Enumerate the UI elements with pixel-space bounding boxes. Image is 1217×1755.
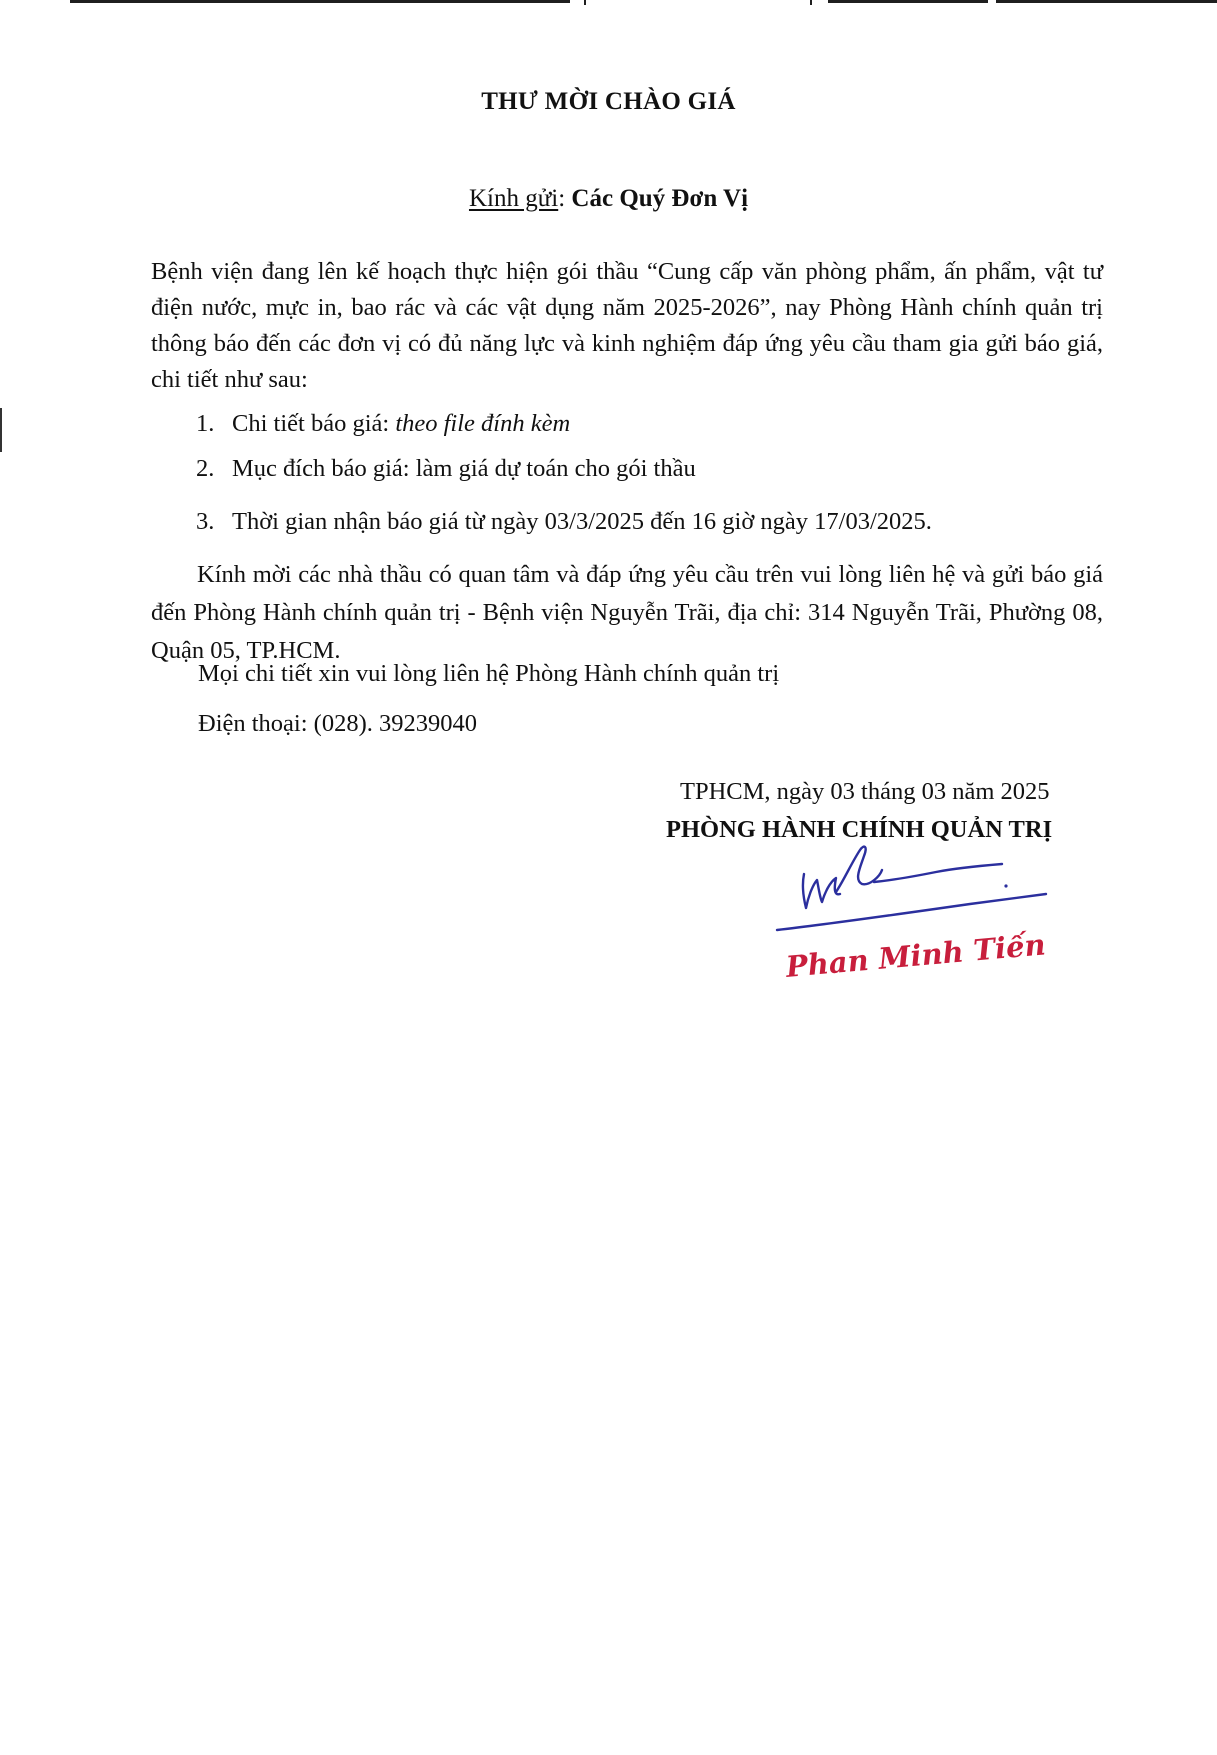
signature-date: TPHCM, ngày 03 tháng 03 năm 2025: [680, 778, 1050, 805]
scan-edge-mark: [0, 408, 2, 452]
document-title: THƯ MỜI CHÀO GIÁ: [481, 88, 736, 115]
list-item-text: Mục đích báo giá: làm giá dự toán cho gói thầu: [232, 455, 696, 482]
greeting-line: [0, 185, 1217, 213]
list-item-number: 3.: [196, 508, 215, 535]
scan-edge-tick: [584, 0, 586, 5]
list-item-text: Chi tiết báo giá:: [232, 410, 396, 437]
list-item-text: Thời gian nhận báo giá từ ngày 03/3/2025 đến 16 giờ ngày 17/03/2025.: [232, 508, 932, 535]
signature-office: PHÒNG HÀNH CHÍNH QUẢN TRỊ: [666, 816, 1053, 843]
list-item: [196, 508, 932, 536]
list-item-number: 2.: [196, 455, 215, 482]
list-item: [196, 455, 696, 483]
scan-edge-bar: [828, 0, 988, 3]
list-item-emphasis: theo file đính kèm: [395, 410, 571, 437]
greeting-separator: :: [558, 185, 566, 212]
phone-line: Điện thoại: (028). 39239040: [198, 710, 477, 737]
scan-edge-bar: [70, 0, 570, 3]
intro-paragraph: Bệnh viện đang lên kế hoạch thực hiện gói thầu “Cung cấp văn phòng phẩm, ấn phẩm, vật tư điện nước, mực in, bao rác và các vật dụng năm 2025-2026”, nay Phòng Hành chính quản trị thông báo đến các đơn vị có đủ năng lực và kinh nghiệm đáp ứng yêu cầu tham gia gửi báo giá, chi tiết như sau:: [151, 258, 1103, 393]
greeting-label: Kính gửi: [468, 185, 559, 212]
contact-line: Mọi chi tiết xin vui lòng liên hệ Phòng Hành chính quản trị: [198, 660, 780, 687]
list-item-number: 1.: [196, 410, 215, 437]
handwritten-signature: [770, 840, 1060, 940]
list-item: [196, 410, 570, 438]
scan-edge-bar: [996, 0, 1217, 3]
invitation-paragraph: Kính mời các nhà thầu có quan tâm và đáp ứng yêu cầu trên vui lòng liên hệ và gửi báo giá đến Phòng Hành chính quản trị - Bệnh viện Nguyễn Trãi, địa chỉ: 314 Nguyễn Trãi, Phường 08, Quận 05, TP.HCM.: [151, 561, 1103, 664]
scan-edge-tick: [810, 0, 812, 5]
signer-name: Phan Minh Tiến: [784, 927, 1047, 984]
recipient: Các Quý Đơn Vị: [571, 185, 749, 212]
